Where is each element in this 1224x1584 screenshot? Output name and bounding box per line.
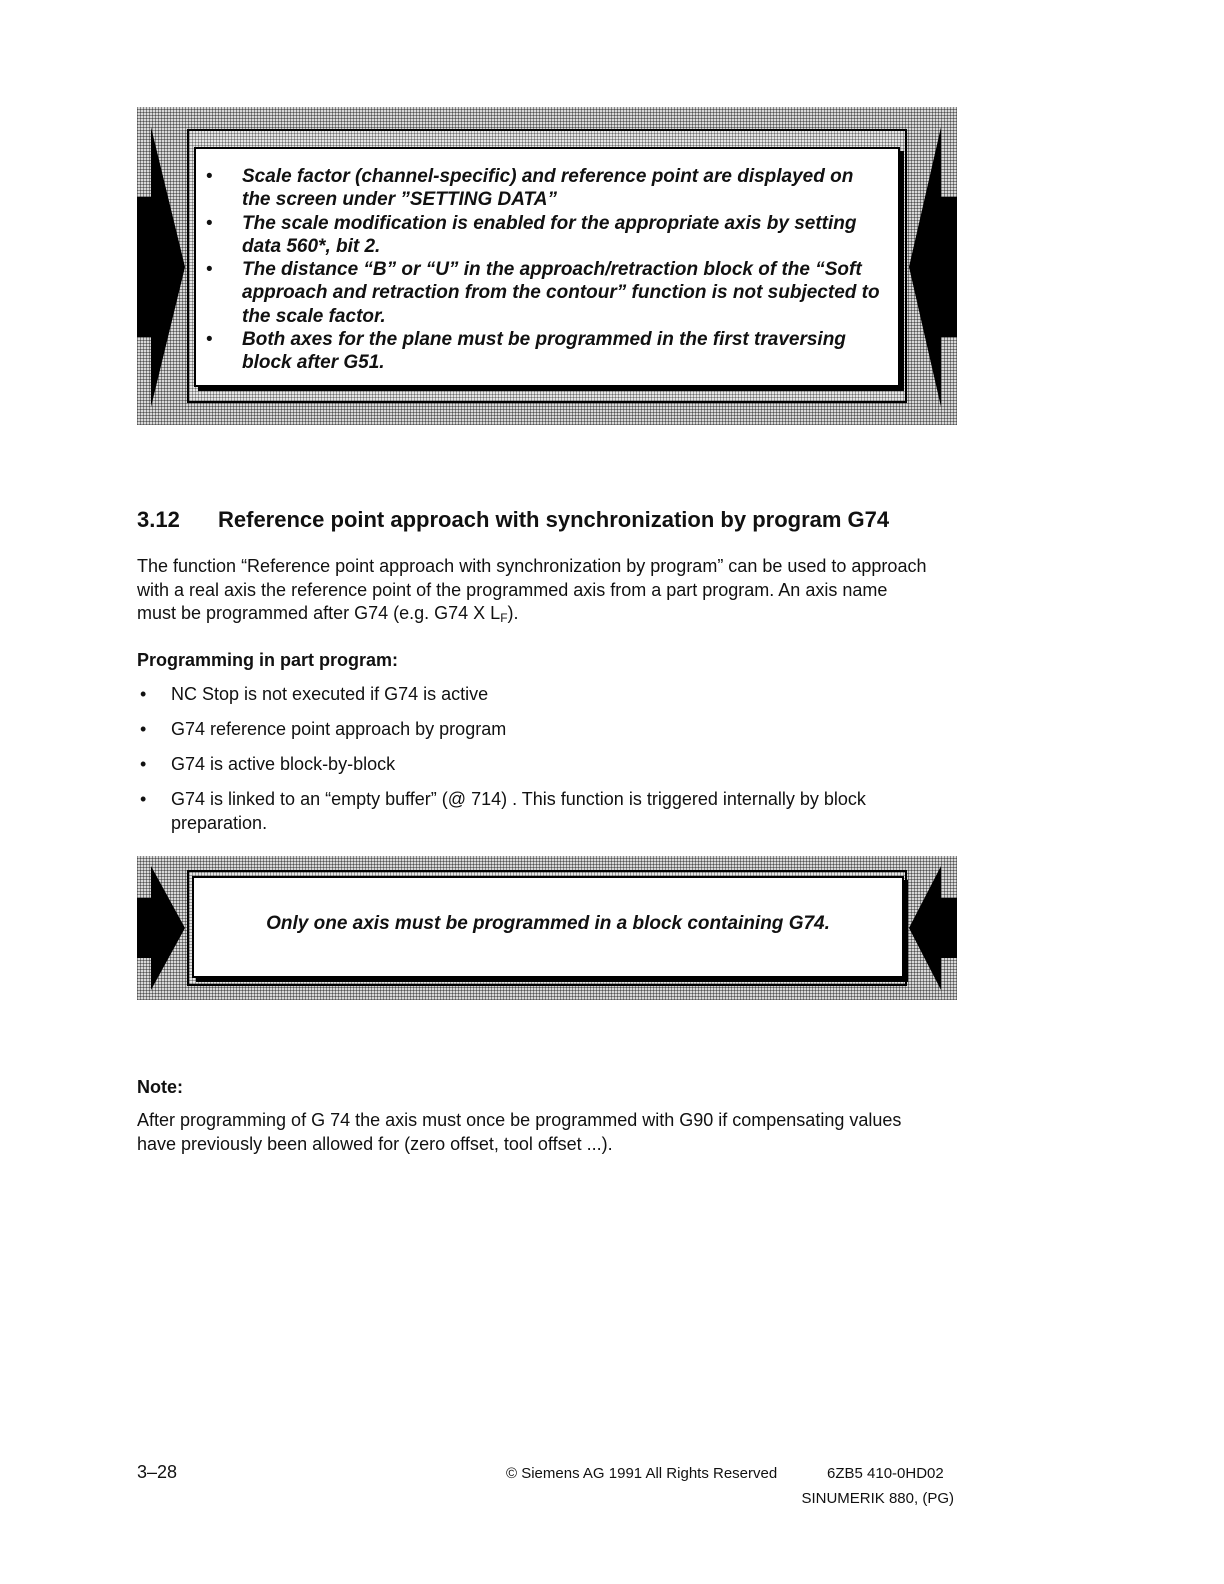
list-item: • G74 is active block-by-block — [137, 753, 937, 777]
section-heading — [137, 507, 1037, 533]
warning-frame-1 — [137, 107, 957, 425]
subscript-f: F — [500, 611, 508, 625]
note-text: After programming of G 74 the axis must once be programmed with G90 if compensating values have previously been allowed for (zero offset, tool offset ...). — [137, 1110, 902, 1154]
list-item: • G74 is linked to an “empty buffer” (@ 714) . This function is triggered internally by block preparation. — [140, 789, 866, 833]
page-number: 3–28 — [137, 1462, 178, 1482]
programming-list — [137, 683, 937, 847]
programming-heading: Programming in part program: — [137, 650, 399, 670]
bullet-icon: • — [206, 329, 213, 351]
warning-item: • The scale modification is enabled for the appropriate axis by setting data 560*, bit 2. — [206, 212, 857, 257]
warning-item: • Both axes for the plane must be programmed in the first traversing block after G51. — [206, 329, 846, 374]
arrow-right-icon — [137, 866, 187, 990]
section-number: 3.12 — [137, 507, 180, 532]
section-title: Reference point approach with synchronization by program G74 — [218, 507, 890, 532]
bullet-icon: • — [206, 212, 213, 234]
list-item: • G74 reference point approach by program — [137, 718, 937, 742]
arrow-right-icon — [137, 127, 187, 407]
bullet-icon: • — [206, 166, 213, 187]
bullet-icon: • — [140, 789, 147, 809]
copyright-notice: © Siemens AG 1991 All Rights Reserved — [506, 1465, 778, 1482]
product-name: SINUMERIK 880, (PG) — [801, 1490, 954, 1507]
warning-frame-2 — [137, 856, 957, 1000]
bullet-icon: • — [140, 719, 147, 739]
arrow-left-icon — [907, 866, 957, 990]
warning-item: • The distance “B” or “U” in the approach/retraction block of the “Soft approach and retraction from the contour” function is not subjected to the scale factor. — [206, 259, 880, 327]
list-item: • NC Stop is not executed if G74 is active — [137, 683, 937, 707]
bullet-icon: • — [140, 684, 147, 704]
warning-box-1 — [194, 147, 900, 387]
warning-list-1 — [204, 165, 884, 375]
warning-item: • Scale factor (channel-specific) and reference point are displayed on the screen under ”SETTING DATA” — [206, 166, 854, 211]
arrow-left-icon — [907, 127, 957, 407]
bullet-icon: • — [140, 754, 147, 774]
intro-paragraph: The function “Reference point approach with synchronization by program” can be used to approach with a real axis the reference point of the programmed axis from a part program. An axis name must be programmed after G74 (e.g. G74 X $L_F$). — [137, 556, 927, 625]
note-heading: Note: — [137, 1077, 183, 1097]
warning-text-2: Only one axis must be programmed in a block containing G74. — [266, 913, 830, 934]
warning-box-2 — [192, 876, 904, 978]
bullet-icon: • — [206, 259, 213, 281]
document-code: 6ZB5 410-0HD02 — [827, 1465, 944, 1482]
